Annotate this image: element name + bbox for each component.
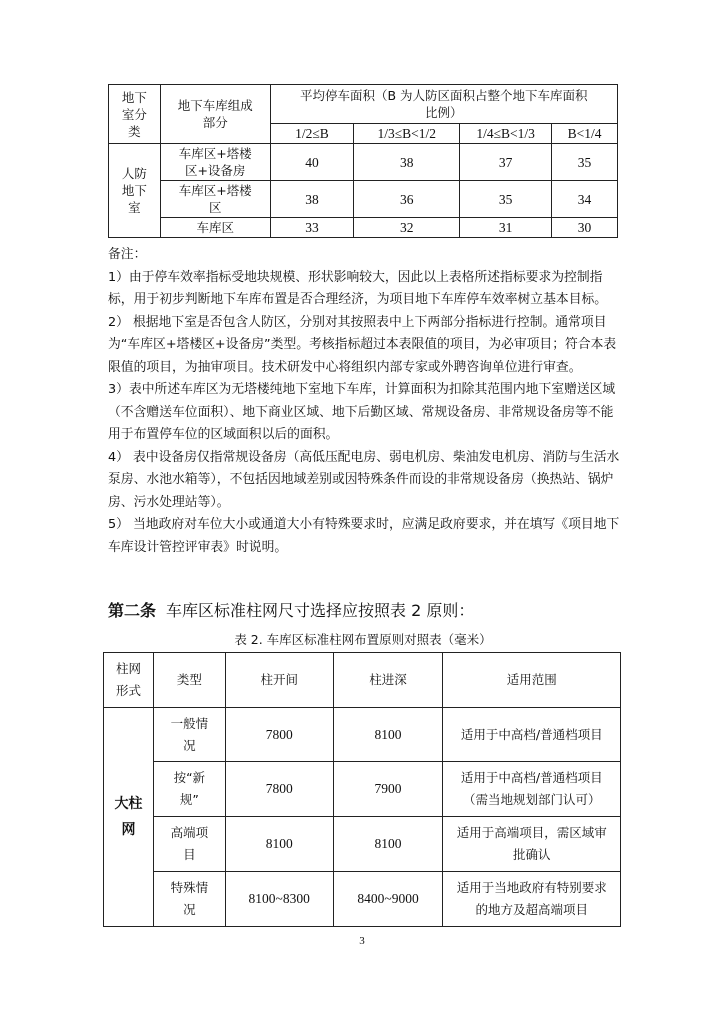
row-scope: 适用于当地政府有特别要求 的地方及超高端项目 [443,872,621,927]
cell-value: 38 [354,144,460,181]
notes-heading: 备注： [108,247,147,262]
parking-efficiency-table [108,84,618,238]
row-depth: 8100 [333,817,443,872]
notes-section [108,244,620,559]
cell-value: 30 [552,218,618,238]
table-row [104,762,621,817]
note-item: 1）由于停车效率指标受地块规模、形状影响较大，因此以上表格所述指标要求为控制指标，用于初步判断地下车库布置是否合理经济，为项目地下车库停车效率树立基本目标。 [108,269,608,307]
row-span: 8100~8300 [225,872,333,927]
header-scope: 适用范围 [443,653,621,708]
table-row [109,218,618,238]
page-number: 3 [359,935,365,947]
table-row [104,872,621,927]
header-average-parking-area: 平均停车面积（B 为人防区面积占整个地下车库面积 比例） [270,85,617,124]
table-header-row [104,653,621,708]
table-row [104,708,621,762]
table-caption: 表 2. 车库区标准柱网布置原则对照表（毫米） [234,632,492,647]
category-civil-defense: 人防 地下 室 [109,144,161,238]
row-span: 7800 [225,708,333,762]
row-type: 按“新 规” [153,762,225,817]
row-span: 7800 [225,762,333,817]
header-ratio: 1/4≤B<1/3 [460,124,552,144]
article-label: 第二条 [108,601,157,620]
cell-value: 35 [460,181,552,218]
header-ratio: 1/3≤B<1/2 [354,124,460,144]
cell-value: 32 [354,218,460,238]
row-span: 8100 [225,817,333,872]
table-row [109,181,618,218]
article-text: 车库区标准柱网尺寸选择应按照表 2 原则： [166,601,475,620]
row-part: 车库区 [160,218,270,238]
note-item: 5） 当地政府对车位大小或通道大小有特殊要求时，应满足政府要求，并在填写《项目地下车库设计管控评审表》时说明。 [108,517,620,555]
cell-value: 37 [460,144,552,181]
cell-value: 34 [552,181,618,218]
group-large-grid: 大柱 网 [104,708,154,927]
header-grid-form: 柱网 形式 [104,653,154,708]
note-item: 3）表中所述车库区为无塔楼纯地下室地下车库，计算面积为扣除其范围内地下室赠送区域（不含赠送车位面积）、地下商业区域、地下后勤区域、常规设备房、非常规设备房等不能用于布置停车位的区域面积以后的面积。 [108,382,616,442]
header-span: 柱开间 [225,653,333,708]
row-depth: 8100 [333,708,443,762]
header-ratio: B<1/4 [552,124,618,144]
article-heading [108,600,628,622]
row-scope: 适用于中高档/普通档项目 （需当地规划部门认可） [443,762,621,817]
header-type: 类型 [153,653,225,708]
row-scope: 适用于高端项目，需区域审 批确认 [443,817,621,872]
table-row [109,144,618,181]
cell-value: 33 [270,218,354,238]
cell-value: 38 [270,181,354,218]
row-type: 一般情 况 [153,708,225,762]
cell-value: 40 [270,144,354,181]
table-row [104,817,621,872]
header-basement-category: 地下 室分 类 [109,85,161,144]
note-item: 4） 表中设备房仅指常规设备房（高低压配电房、弱电机房、柴油发电机房、消防与生活水泵房、水池水箱等），不包括因地域差别或因特殊条件而设的非常规设备房（换热站、锅炉房、污水处理站等）。 [108,449,620,510]
header-garage-composition: 地下车库组成 部分 [160,85,270,144]
row-type: 高端项 目 [153,817,225,872]
row-part: 车库区+塔楼 区 [160,181,270,218]
column-grid-table [103,652,621,927]
note-item: 2） 根据地下室是否包含人防区，分别对其按照表中上下两部分指标进行控制。通常项目为“车库区+塔楼区+设备房”类型。考核指标超过本表限值的项目，为必审项目；符合本表限值的项目，为抽审项目。技术研发中心将组织内部专家或外聘咨询单位进行审查。 [108,314,617,375]
header-ratio: 1/2≤B [270,124,354,144]
header-depth: 柱进深 [333,653,443,708]
row-depth: 7900 [333,762,443,817]
row-type: 特殊情 况 [153,872,225,927]
cell-value: 31 [460,218,552,238]
cell-value: 36 [354,181,460,218]
cell-value: 35 [552,144,618,181]
row-scope: 适用于中高档/普通档项目 [443,708,621,762]
row-depth: 8400~9000 [333,872,443,927]
row-part: 车库区+塔楼 区+设备房 [160,144,270,181]
